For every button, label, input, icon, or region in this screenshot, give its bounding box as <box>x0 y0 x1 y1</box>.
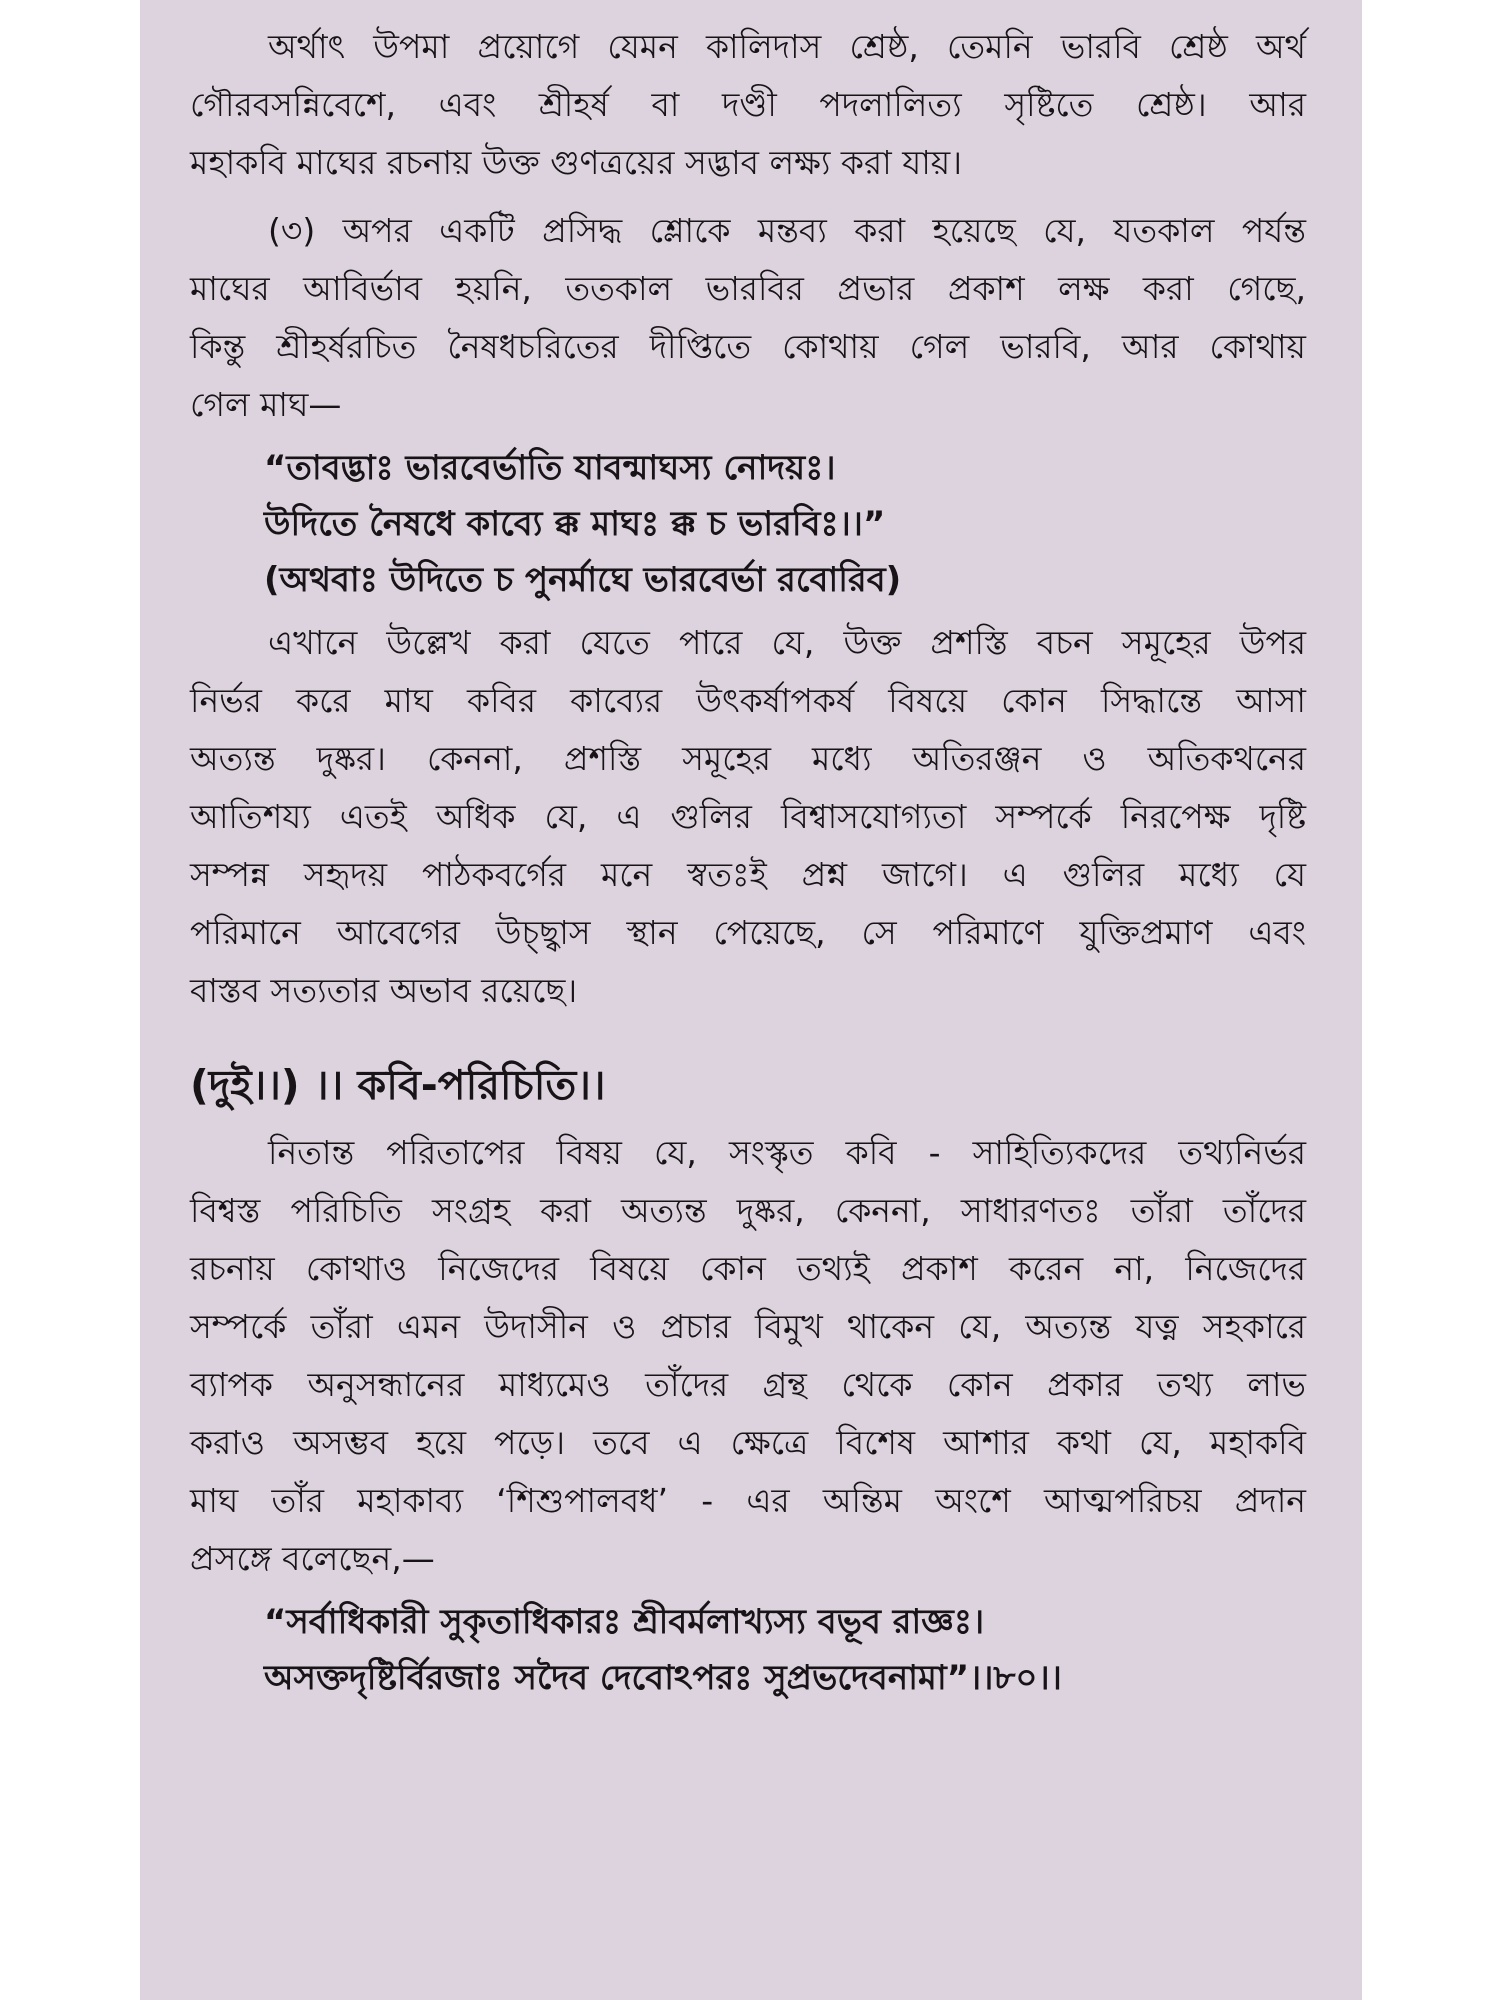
text-line: নির্ভর করে মাঘ কবির কাব্যের উৎকর্ষাপকর্ষ বিষয়ে কোন সিদ্ধান্তে আসা <box>190 681 1306 720</box>
verse-line: অসক্তদৃষ্টির্বিরজাঃ সদৈব দেবোঽপরঃ সুপ্রভদেবনামা”।।৮০।। <box>264 1658 1062 1698</box>
text-line: আতিশয্য এতই অধিক যে, এ গুলির বিশ্বাসযোগ্যতা সম্পর্কে নিরপেক্ষ দৃষ্টি <box>190 797 1306 836</box>
text-line: পরিমানে আবেগের উচ্ছ্বাস স্থান পেয়েছে, সে পরিমাণে যুক্তিপ্রমাণ এবং <box>190 913 1306 952</box>
text-line: বাস্তব সত্যতার অভাব রয়েছে। <box>190 971 578 1010</box>
verse-block <box>190 440 1306 608</box>
text-line: বিশ্বস্ত পরিচিতি সংগ্রহ করা অত্যন্ত দুষ্কর, কেননা, সাধারণতঃ তাঁরা তাঁদের <box>190 1191 1306 1230</box>
text-line: (৩) অপর একটি প্রসিদ্ধ শ্লোকে মন্তব্য করা হয়েছে যে, যতকাল পর্যন্ত <box>268 211 1306 250</box>
text-line: কিন্তু শ্রীহর্ষরচিত নৈষধচরিতের দীপ্তিতে কোথায় গেল ভারবি, আর কোথায় <box>190 327 1306 366</box>
text-line: অর্থাৎ উপমা প্রয়োগে যেমন কালিদাস শ্রেষ্ঠ, তেমনি ভারবি শ্রেষ্ঠ অর্থ <box>268 27 1306 66</box>
book-page <box>140 0 1362 2000</box>
text-line: সম্পন্ন সহৃদয় পাঠকবর্গের মনে স্বতঃই প্রশ্ন জাগে। এ গুলির মধ্যে যে <box>190 855 1306 894</box>
verse-line: (অথবাঃ উদিতে চ পুনর্মাঘে ভারবের্ভা রবোরিব) <box>264 560 902 600</box>
text-line: এখানে উল্লেখ করা যেতে পারে যে, উক্ত প্রশস্তি বচন সমূহের উপর <box>268 623 1306 662</box>
section-heading: (দুই।।) ।। কবি-পরিচিতি।। <box>190 1061 606 1109</box>
text-line: নিতান্ত পরিতাপের বিষয় যে, সংস্কৃত কবি - সাহিত্যিকদের তথ্যনির্ভর <box>268 1133 1306 1172</box>
text-line: অত্যন্ত দুষ্কর। কেননা, প্রশস্তি সমূহের মধ্যে অতিরঞ্জন ও অতিকথনের <box>190 739 1306 778</box>
text-line: মাঘ তাঁর মহাকাব্য ‘শিশুপালবধ’ - এর অন্তিম অংশে আত্মপরিচয় প্রদান <box>190 1481 1306 1520</box>
text-line: প্রসঙ্গে বলেছেন,— <box>190 1539 435 1578</box>
text-line: রচনায় কোথাও নিজেদের বিষয়ে কোন তথ্যই প্রকাশ করেন না, নিজেদের <box>190 1249 1306 1288</box>
paragraph <box>190 614 1306 1020</box>
verse-block <box>190 1594 1306 1706</box>
paragraph <box>190 1124 1306 1588</box>
text-line: মহাকবি মাঘের রচনায় উক্ত গুণত্রয়ের সদ্ভাব লক্ষ্য করা যায়। <box>190 143 963 182</box>
verse-line: উদিতে নৈষধে কাব্যে ক্ক মাঘঃ ক্ক চ ভারবিঃ।।” <box>264 504 886 544</box>
text-line: মাঘের আবির্ভাব হয়নি, ততকাল ভারবির প্রভার প্রকাশ লক্ষ করা গেছে, <box>190 269 1306 308</box>
text-line: ব্যাপক অনুসন্ধানের মাধ্যমেও তাঁদের গ্রন্থ থেকে কোন প্রকার তথ্য লাভ <box>190 1365 1306 1404</box>
text-line: গেল মাঘ— <box>190 385 342 424</box>
verse-line: “তাবদ্ভাঃ ভারবের্ভাতি যাবন্মাঘস্য নোদয়ঃ। <box>264 448 836 488</box>
text-line: সম্পর্কে তাঁরা এমন উদাসীন ও প্রচার বিমুখ থাকেন যে, অত্যন্ত যত্ন সহকারে <box>190 1307 1306 1346</box>
text-line: করাও অসম্ভব হয়ে পড়ে। তবে এ ক্ষেত্রে বিশেষ আশার কথা যে, মহাকবি <box>190 1423 1306 1462</box>
paragraph <box>190 202 1306 434</box>
paragraph <box>190 18 1306 192</box>
verse-line: “সর্বাধিকারী সুকৃতাধিকারঃ শ্রীবর্মলাখ্যস্য বভূব রাজ্ঞঃ। <box>264 1602 985 1642</box>
text-line: গৌরবসন্নিবেশে, এবং শ্রীহর্ষ বা দণ্ডী পদলালিত্য সৃষ্টিতে শ্রেষ্ঠ। আর <box>190 85 1306 124</box>
